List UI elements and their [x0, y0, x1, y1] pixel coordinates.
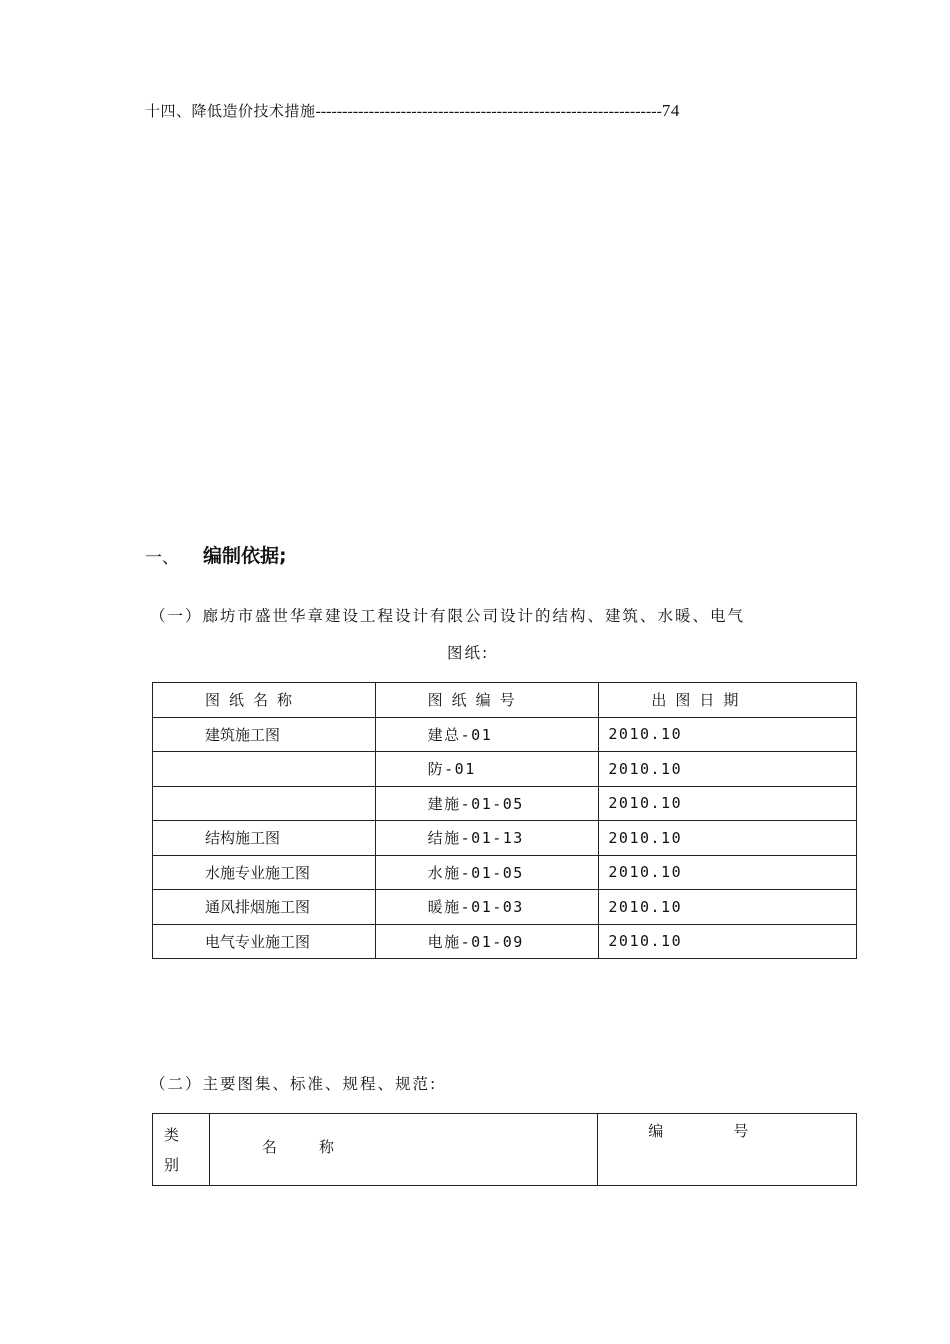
drawing-number: 水施-01-05 — [375, 855, 599, 890]
issue-date: 2010.10 — [599, 924, 857, 959]
header-code-char2: 号 — [733, 1122, 749, 1140]
table-row — [153, 786, 857, 821]
table-row — [153, 717, 857, 752]
drawing-name: 建筑施工图 — [153, 717, 376, 752]
issue-date: 2010.10 — [599, 821, 857, 856]
issue-date: 2010.10 — [599, 855, 857, 890]
toc-entry[interactable] — [145, 100, 680, 121]
drawing-number: 结施-01-13 — [375, 821, 599, 856]
drawing-name — [153, 786, 376, 821]
drawing-number: 建总-01 — [375, 717, 599, 752]
header-code — [598, 1114, 857, 1186]
header-code-char1: 编 — [648, 1122, 664, 1140]
drawing-name: 通风排烟施工图 — [153, 890, 376, 925]
issue-date: 2010.10 — [599, 890, 857, 925]
toc-leader: ----------------------------------------------------------------- — [315, 103, 662, 120]
issue-date: 2010.10 — [599, 786, 857, 821]
table-row — [153, 855, 857, 890]
standards-intro: （二）主要图集、标准、规程、规范: — [150, 1075, 438, 1093]
header-category-line2: 别 — [164, 1156, 180, 1174]
header-drawing-name: 图纸名称 — [153, 683, 376, 718]
toc-page-number: 74 — [661, 101, 680, 120]
section-number: 一、 — [145, 548, 179, 568]
header-category-line1: 类 — [164, 1126, 180, 1144]
section-title: 编制依据; — [203, 545, 287, 567]
toc-entry-label: 十四、降低造价技术措施 — [145, 102, 316, 120]
drawing-number: 建施-01-05 — [375, 786, 599, 821]
drawings-intro-line2: 图纸: — [447, 644, 490, 662]
drawing-number: 防-01 — [375, 752, 599, 787]
header-name-char2: 称 — [318, 1138, 334, 1156]
header-issue-date: 出图日期 — [599, 683, 857, 718]
issue-date: 2010.10 — [599, 717, 857, 752]
header-drawing-number: 图纸编号 — [375, 683, 599, 718]
header-name-char1: 名 — [261, 1138, 277, 1156]
drawing-number: 电施-01-09 — [375, 924, 599, 959]
drawing-name: 水施专业施工图 — [153, 855, 376, 890]
drawings-intro-line1: （一）廊坊市盛世华章建设工程设计有限公司设计的结构、建筑、水暖、电气 — [150, 607, 746, 625]
standards-table — [152, 1113, 857, 1186]
table-row — [153, 821, 857, 856]
drawings-table — [152, 682, 857, 959]
table-row — [153, 890, 857, 925]
drawing-number: 暖施-01-03 — [375, 890, 599, 925]
header-name — [209, 1114, 597, 1186]
drawing-name: 电气专业施工图 — [153, 924, 376, 959]
table-header-row — [153, 683, 857, 718]
drawing-name — [153, 752, 376, 787]
table-header-row — [153, 1114, 857, 1186]
issue-date: 2010.10 — [599, 752, 857, 787]
table-row — [153, 752, 857, 787]
table-row — [153, 924, 857, 959]
drawing-name: 结构施工图 — [153, 821, 376, 856]
header-category — [153, 1114, 210, 1186]
